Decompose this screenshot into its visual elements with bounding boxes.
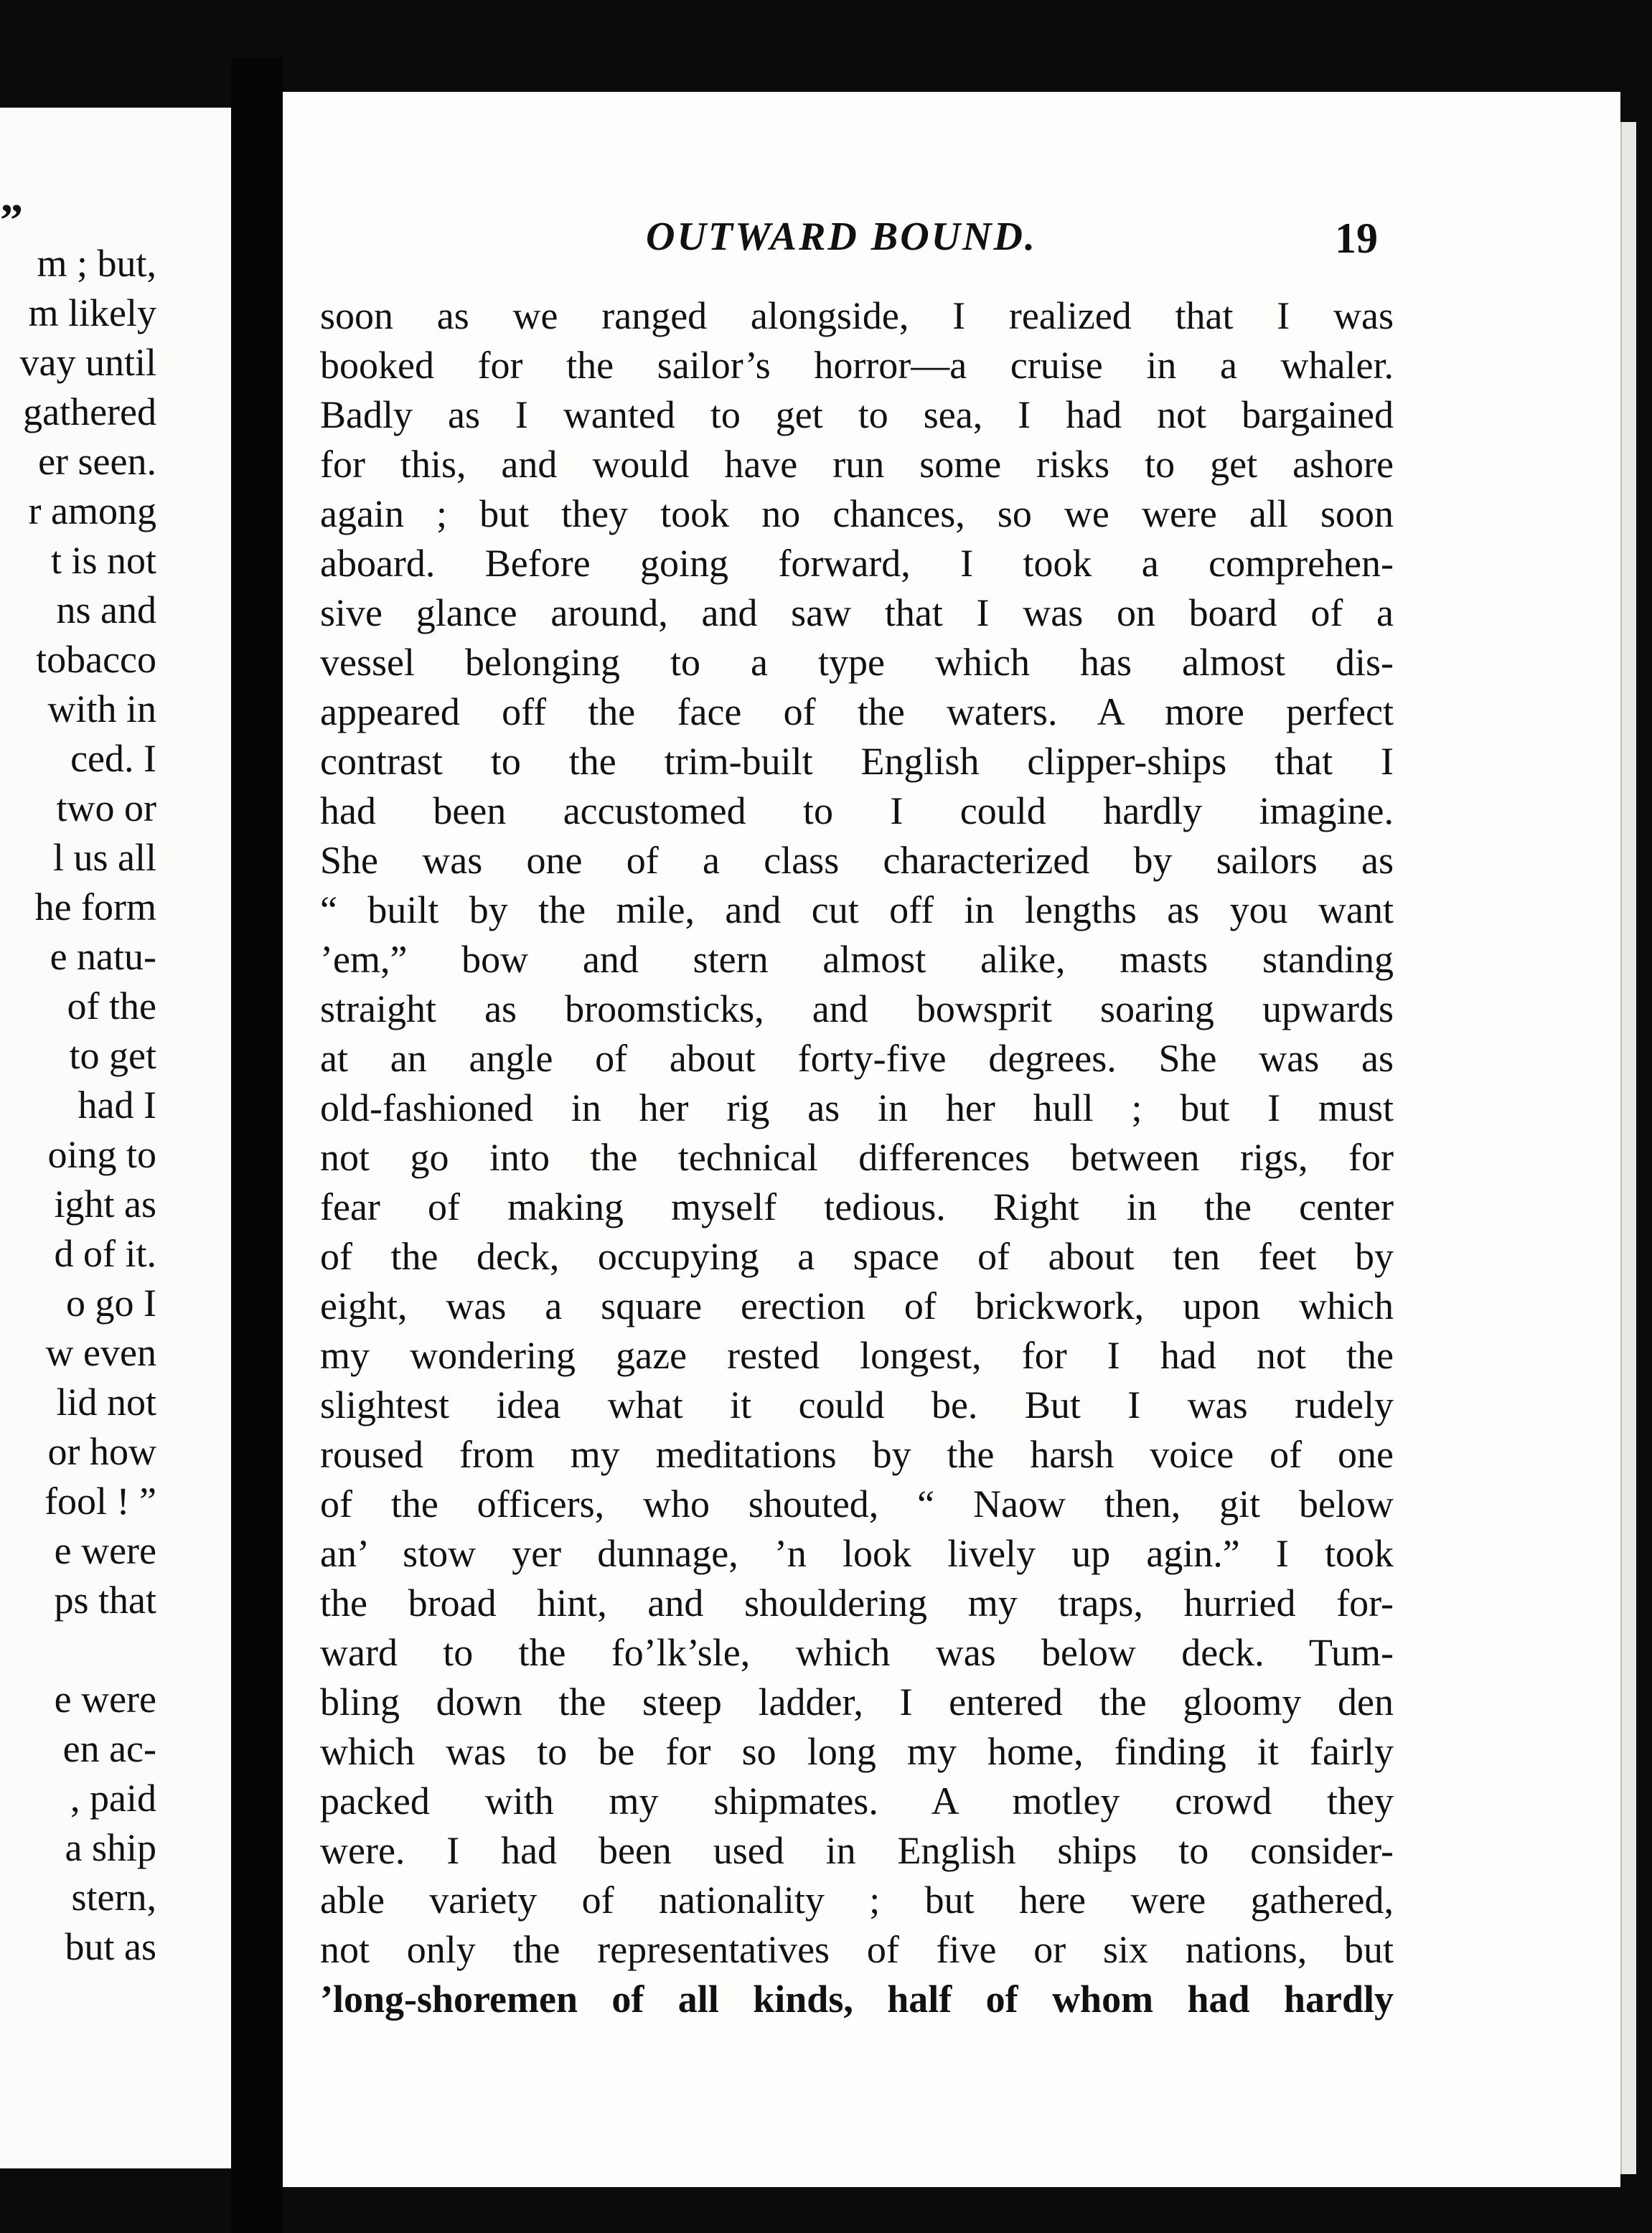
left-page-line: of the bbox=[67, 984, 156, 1028]
right-page bbox=[283, 92, 1620, 2187]
body-line: roused from my meditations by the harsh voice of one bbox=[320, 1433, 1394, 1476]
body-line: the broad hint, and shouldering my traps, hurried for- bbox=[320, 1581, 1394, 1625]
left-page-line: e natu- bbox=[50, 935, 156, 978]
body-line: packed with my shipmates. A motley crowd they bbox=[320, 1780, 1394, 1823]
running-head: OUTWARD BOUND. bbox=[646, 215, 1037, 259]
body-line: of the deck, occupying a space of about ten feet by bbox=[320, 1235, 1394, 1278]
left-page-line: stern, bbox=[71, 1876, 156, 1919]
body-line: old-fashioned in her rig as in her hull ; but I must bbox=[320, 1086, 1394, 1129]
body-line: vessel belonging to a type which has almost dis- bbox=[320, 641, 1394, 684]
body-line: “ built by the mile, and cut off in lengths as you want bbox=[320, 888, 1394, 931]
body-line: not go into the technical differences between rigs, for bbox=[320, 1136, 1394, 1179]
body-line: which was to be for so long my home, finding it fairly bbox=[320, 1730, 1394, 1773]
left-page-line: e were bbox=[54, 1529, 156, 1572]
left-page-line: with in bbox=[47, 687, 156, 730]
body-line: eight, was a square erection of brickwork, upon which bbox=[320, 1284, 1394, 1327]
left-page-line: gathered bbox=[23, 390, 156, 433]
left-page-line: r among bbox=[28, 489, 156, 532]
body-line: had been accustomed to I could hardly imagine. bbox=[320, 789, 1394, 832]
body-line: She was one of a class characterized by sailors as bbox=[320, 839, 1394, 882]
left-facing-page bbox=[0, 108, 231, 2168]
body-line: contrast to the trim-built English clipper-ships that I bbox=[320, 740, 1394, 783]
left-page-line: t is not bbox=[50, 539, 156, 582]
left-page-line: fool ! ” bbox=[44, 1480, 156, 1523]
left-page-line: vay until bbox=[19, 341, 156, 384]
left-page-line: or how bbox=[47, 1430, 156, 1473]
body-line: fear of making myself tedious. Right in the center bbox=[320, 1185, 1394, 1228]
left-page-line: ced. I bbox=[70, 737, 156, 780]
body-text bbox=[320, 291, 1394, 2024]
left-page-line: w even bbox=[45, 1331, 156, 1374]
body-line: straight as broomsticks, and bowsprit soaring upwards bbox=[320, 987, 1394, 1030]
body-line: ward to the fo’lk’sle, which was below deck. Tum- bbox=[320, 1631, 1394, 1674]
body-line: slightest idea what it could be. But I was rudely bbox=[320, 1383, 1394, 1426]
body-line: not only the representatives of five or six nations, but bbox=[320, 1928, 1394, 1971]
body-line: soon as we ranged alongside, I realized that I was bbox=[320, 294, 1394, 337]
body-line: were. I had been used in English ships to consider- bbox=[320, 1829, 1394, 1872]
left-page-line: m likely bbox=[28, 291, 156, 334]
left-page-quote-mark: ” bbox=[0, 194, 23, 245]
left-page-line: oing to bbox=[47, 1133, 156, 1176]
body-line: my wondering gaze rested longest, for I had not the bbox=[320, 1334, 1394, 1377]
body-line: able variety of nationality ; but here were gathered, bbox=[320, 1879, 1394, 1922]
body-line: aboard. Before going forward, I took a comprehen- bbox=[320, 542, 1394, 585]
left-page-line: , paid bbox=[70, 1777, 156, 1820]
left-page-line: en ac- bbox=[62, 1727, 156, 1770]
page-edge bbox=[1620, 122, 1636, 2174]
left-page-line: ps that bbox=[54, 1579, 156, 1622]
body-line: booked for the sailor’s horror—a cruise in a whaler. bbox=[320, 344, 1394, 387]
body-line: an’ stow yer dunnage, ’n look lively up agin.” I took bbox=[320, 1532, 1394, 1575]
left-page-line: but as bbox=[65, 1925, 156, 1968]
body-line: bling down the steep ladder, I entered the gloomy den bbox=[320, 1680, 1394, 1724]
body-line: sive glance around, and saw that I was on board of a bbox=[320, 591, 1394, 634]
left-page-line: e were bbox=[54, 1678, 156, 1721]
body-line: again ; but they took no chances, so we were all soon bbox=[320, 492, 1394, 535]
left-page-line: ns and bbox=[56, 588, 156, 631]
body-line: ’long-shoremen of all kinds, half of whom had hardly bbox=[320, 1978, 1394, 2021]
left-page-line: tobacco bbox=[36, 638, 156, 681]
body-line: Badly as I wanted to get to sea, I had not bargained bbox=[320, 393, 1394, 436]
body-line: appeared off the face of the waters. A more perfect bbox=[320, 690, 1394, 733]
body-line: for this, and would have run some risks to get ashore bbox=[320, 443, 1394, 486]
page-number: 19 bbox=[1335, 215, 1378, 262]
book-gutter bbox=[231, 57, 283, 2233]
body-line: of the officers, who shouted, “ Naow then, git below bbox=[320, 1482, 1394, 1526]
left-page-line: lid not bbox=[56, 1381, 156, 1424]
left-page-line: two or bbox=[56, 786, 156, 829]
body-line: ’em,” bow and stern almost alike, masts standing bbox=[320, 938, 1394, 981]
left-page-line: d of it. bbox=[54, 1232, 156, 1275]
left-page-line: o go I bbox=[66, 1282, 156, 1325]
left-page-line: l us all bbox=[53, 836, 156, 879]
left-page-line: er seen. bbox=[38, 440, 156, 483]
left-page-line: ight as bbox=[54, 1183, 156, 1226]
left-page-line: m ; but, bbox=[37, 242, 156, 285]
left-page-line: he form bbox=[34, 885, 156, 929]
left-page-line: had I bbox=[78, 1083, 156, 1127]
left-page-line: a ship bbox=[65, 1826, 156, 1869]
body-line: at an angle of about forty-five degrees. She was as bbox=[320, 1037, 1394, 1080]
left-page-line: to get bbox=[69, 1034, 156, 1077]
